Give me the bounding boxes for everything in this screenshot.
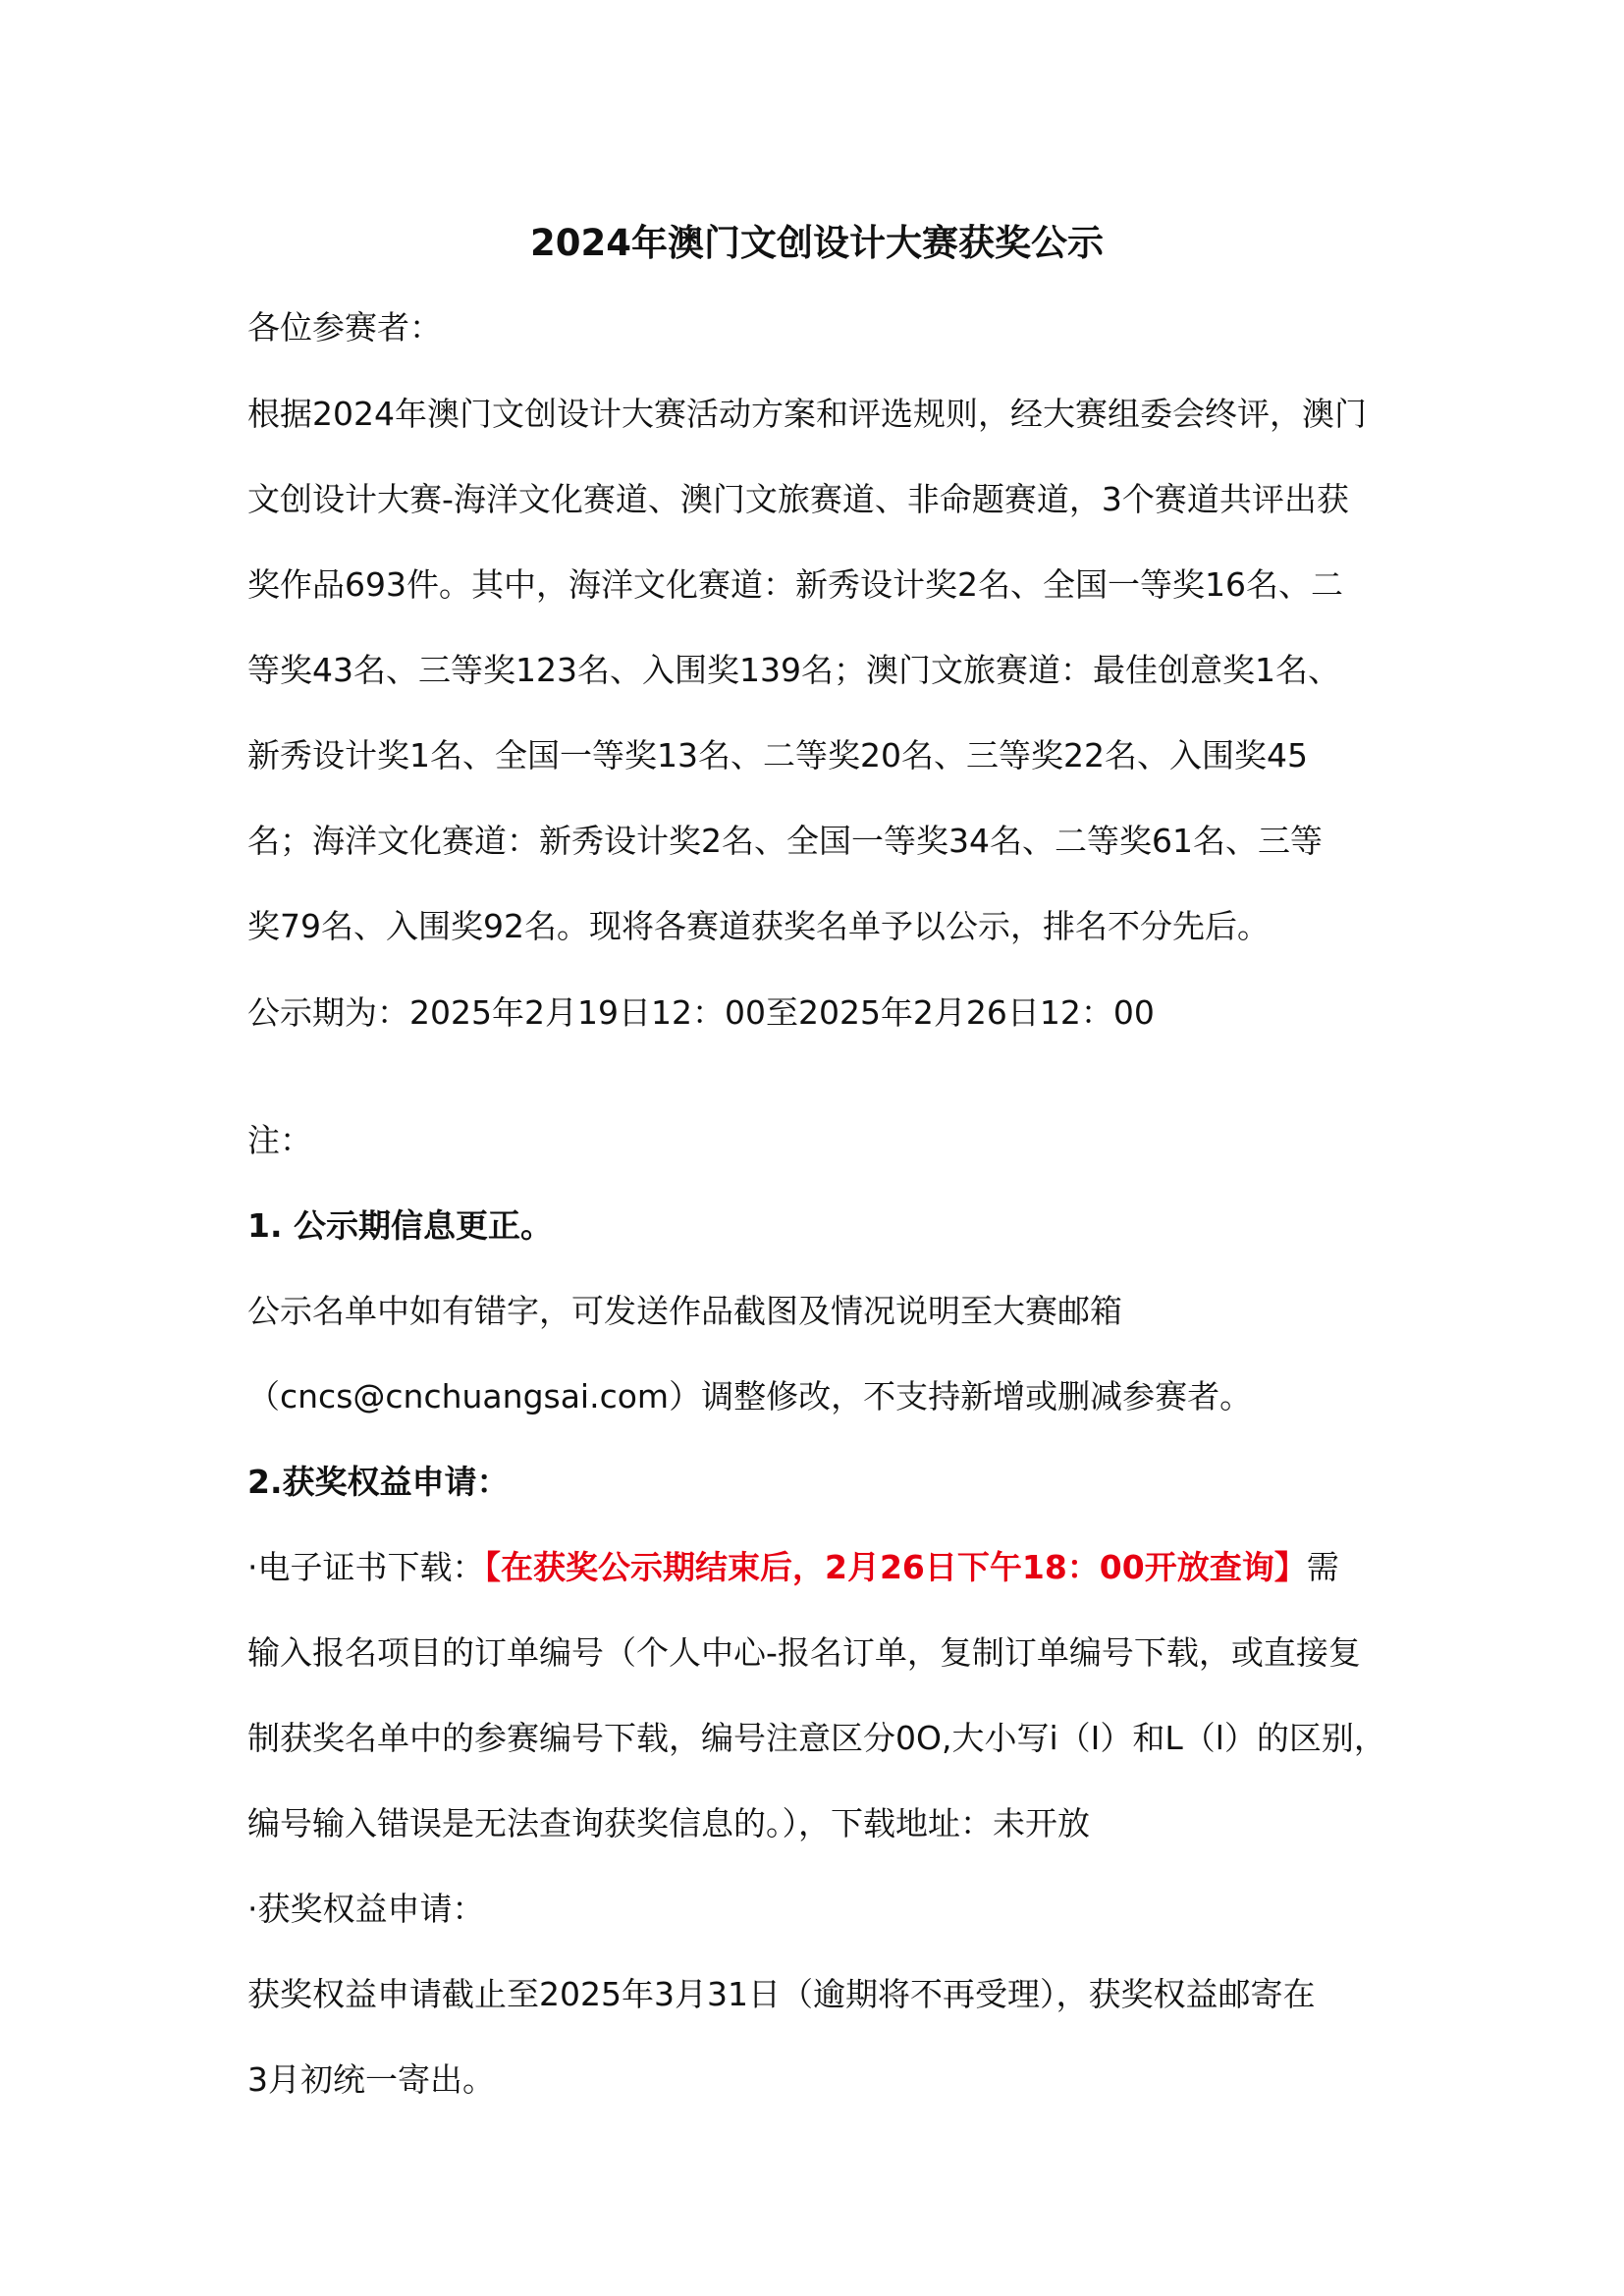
rights-heading: ·获奖权益申请： bbox=[247, 1890, 485, 1928]
page-title: 2024年澳门文创设计大赛获奖公示 bbox=[530, 222, 1104, 264]
body-line: 文创设计大赛-海洋文化赛道、澳门文旅赛道、非命题赛道，3个赛道共评出获 bbox=[247, 480, 1349, 518]
publicity-period: 公示期为：2025年2月19日12：00至2025年2月26日12：00 bbox=[247, 993, 1155, 1032]
greeting: 各位参赛者： bbox=[247, 308, 442, 347]
rights-line: 3月初统一寄出。 bbox=[247, 2060, 495, 2099]
rights-line: 获奖权益申请截止至2025年3月31日（逾期将不再受理），获奖权益邮寄在 bbox=[247, 1975, 1316, 2013]
certificate-first-line bbox=[247, 1524, 1386, 1610]
certificate-suffix: 需 bbox=[1306, 1548, 1339, 1586]
body-line: 名；海洋文化赛道：新秀设计奖2名、全国一等奖34名、二等奖61名、三等 bbox=[247, 822, 1323, 860]
certificate-highlight: 【在获奖公示期结束后，2月26日下午18：00开放查询】 bbox=[484, 1548, 1307, 1586]
certificate-line: 制获奖名单中的参赛编号下载，编号注意区分0O,大小写i（I）和L（l）的区别， bbox=[247, 1719, 1386, 1757]
certificate-download-info bbox=[247, 1524, 1386, 1866]
item1-heading: 1. 公示期信息更正。 bbox=[247, 1206, 553, 1245]
certificate-prefix: ·电子证书下载： bbox=[247, 1548, 485, 1586]
body-line: 根据2024年澳门文创设计大赛活动方案和评选规则，经大赛组委会终评，澳门 bbox=[247, 395, 1367, 433]
item1-line: （cncs@cnchuangsai.com）调整修改，不支持新增或删减参赛者。 bbox=[247, 1377, 1253, 1415]
body-line: 奖79名、入围奖92名。现将各赛道获奖名单予以公示，排名不分先后。 bbox=[247, 907, 1270, 945]
announcement-body bbox=[247, 371, 1386, 969]
certificate-line: 输入报名项目的订单编号（个人中心-报名订单，复制订单编号下载，或直接复 bbox=[247, 1633, 1361, 1672]
item1-text bbox=[247, 1268, 1386, 1439]
item2-heading: 2.获奖权益申请： bbox=[247, 1463, 510, 1501]
body-line: 奖作品693件。其中，海洋文化赛道：新秀设计奖2名、全国一等奖16名、二 bbox=[247, 565, 1343, 604]
certificate-line: 编号输入错误是无法查询获奖信息的。），下载地址：未开放 bbox=[247, 1804, 1090, 1842]
body-line: 等奖43名、三等奖123名、入围奖139名；澳门文旅赛道：最佳创意奖1名、 bbox=[247, 651, 1340, 689]
note-heading: 注： bbox=[247, 1121, 312, 1159]
body-line: 新秀设计奖1名、全国一等奖13名、二等奖20名、三等奖22名、入围奖45 bbox=[247, 736, 1308, 774]
item1-line: 公示名单中如有错字，可发送作品截图及情况说明至大赛邮箱 bbox=[247, 1292, 1122, 1330]
rights-text bbox=[247, 1951, 1386, 2122]
